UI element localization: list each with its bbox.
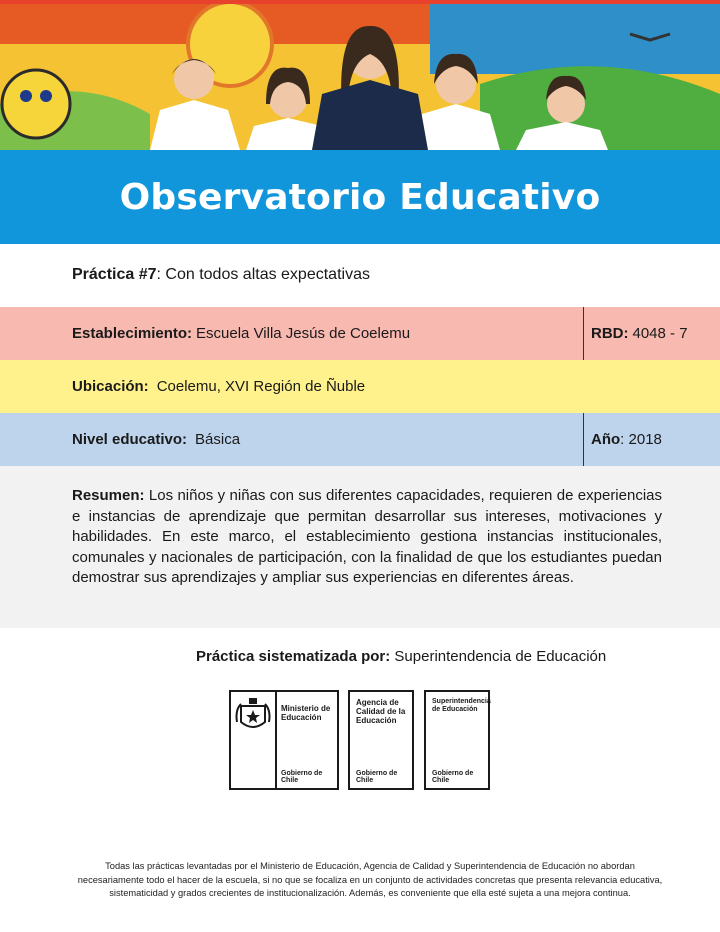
establishment-label: Establecimiento: bbox=[72, 325, 193, 342]
logo-name: Agencia de Calidad de la Educación bbox=[356, 698, 406, 725]
practice-heading bbox=[72, 266, 370, 284]
logo-government-label: Gobierno de Chile bbox=[281, 770, 323, 784]
location-label: Ubicación: bbox=[72, 378, 149, 395]
summary-text: Los niños y niñas con sus diferentes capacidades, requieren de experiencias e instancias de aprendizaje que permitan desarrollar sus intereses, motivaciones y habilidades. En este marco, el establecimiento gestiona instancias institucionales, comunales y nacionales de participación, con la finalidad de que los estudiantes puedan demostrar sus aprendizajes y ampliar sus experiencias en diferentes áreas. bbox=[72, 487, 663, 586]
ministry-logo bbox=[229, 690, 339, 790]
byline-label: Práctica sistematizada por: bbox=[196, 648, 391, 665]
hero-photo bbox=[0, 4, 720, 150]
row-divider bbox=[583, 307, 584, 360]
summary-label: Resumen: bbox=[72, 487, 145, 504]
chile-crest-icon bbox=[231, 692, 277, 788]
byline-value: Superintendencia de Educación bbox=[394, 648, 607, 665]
logo-name: Superintendencia de Educación bbox=[432, 698, 491, 713]
row-divider bbox=[583, 413, 584, 466]
page-title: Observatorio Educativo bbox=[119, 176, 601, 218]
rbd-label: RBD: bbox=[591, 325, 629, 342]
practice-number: Práctica #7 bbox=[72, 266, 157, 283]
logo-name: Ministerio de Educación bbox=[281, 704, 331, 722]
establishment-value: Escuela Villa Jesús de Coelemu bbox=[196, 325, 411, 342]
year-value: : 2018 bbox=[620, 431, 662, 448]
location-value: Coelemu, XVI Región de Ñuble bbox=[156, 378, 366, 395]
logo-government-label: Gobierno de Chile bbox=[356, 770, 398, 784]
logo-government-label: Gobierno de Chile bbox=[432, 770, 474, 784]
year-label: Año bbox=[591, 431, 621, 448]
level-label: Nivel educativo: bbox=[72, 431, 188, 448]
level-row bbox=[0, 413, 720, 466]
systematized-by bbox=[196, 648, 606, 665]
superintendency-logo bbox=[424, 690, 490, 790]
level-value: Básica bbox=[195, 431, 241, 448]
title-banner bbox=[0, 150, 720, 244]
summary-paragraph bbox=[72, 486, 662, 589]
establishment-row bbox=[0, 307, 720, 360]
rbd-value: 4048 - 7 bbox=[632, 325, 688, 342]
practice-title: : Con todos altas expectativas bbox=[156, 266, 370, 283]
location-row bbox=[0, 360, 720, 413]
footnote: Todas las prácticas levantadas por el Ministerio de Educación, Agencia de Calidad y Superintendencia de Educación no abordan necesariamente todo el hacer de la escuela, si no que se focaliza en un conjunto de actividades concretas que presenta relevancia educativa, sistematicidad y grados crecientes de institucionalización. Además, es conveniente que ella esté sujeta a una mejora continua. bbox=[77, 861, 663, 898]
quality-agency-logo bbox=[348, 690, 414, 790]
